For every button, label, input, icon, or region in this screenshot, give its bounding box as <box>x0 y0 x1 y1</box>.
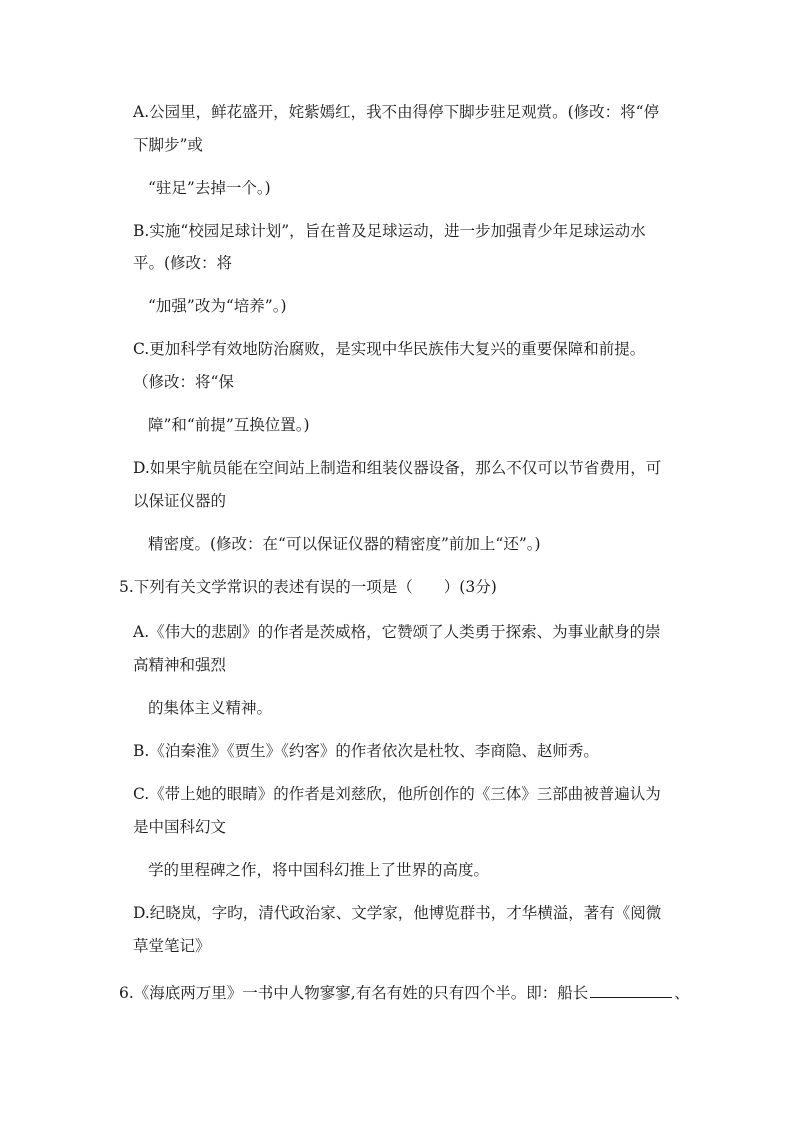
question-6-separator: 、 <box>674 984 690 1002</box>
q5-option-a-continuation: 的集体主义精神。 <box>148 699 273 717</box>
answer-blank[interactable] <box>590 983 672 998</box>
q4-option-b-line1: B.实施“校园足球计划”，旨在普及足球运动，进一步加强青少年足球运动水 <box>133 222 646 240</box>
q5-option-a-line2: 高精神和强烈 <box>133 656 227 674</box>
question-6-text: 6.《海底两万里》一书中人物寥寥,有名有姓的只有四个半。即：船长 <box>119 984 589 1002</box>
q5-option-b-line1: B.《泊秦淮》《贾生》《约客》的作者依次是杜牧、李商隐、赵师秀。 <box>133 742 599 760</box>
q4-option-a-continuation: “驻足”去掉一个。) <box>148 179 271 197</box>
q4-option-c-line1: C.更加科学有效地防治腐败，是实现中华民族伟大复兴的重要保障和前提。 <box>133 340 646 358</box>
q4-option-c-continuation: 障”和“前提”互换位置。) <box>148 416 310 434</box>
q4-option-b-continuation: “加强”改为“培养”。) <box>148 297 287 315</box>
q5-option-c-line2: 是中国科幻文 <box>133 818 227 836</box>
q4-option-c-line2: （修改：将“保 <box>133 373 234 391</box>
q4-option-d-continuation: 精密度。(修改：在“可以保证仪器的精密度”前加上“还”。) <box>148 535 541 553</box>
q4-option-a-line2: 下脚步”或 <box>133 136 203 154</box>
q5-option-c-continuation: 学的里程碑之作，将中国科幻推上了世界的高度。 <box>148 861 490 879</box>
q4-option-b-line2: 平。(修改：将 <box>133 254 233 272</box>
q4-option-d-line1: D.如果宇航员能在空间站上制造和组装仪器设备，那么不仅可以节省费用，可 <box>133 459 662 477</box>
q4-option-a-line1: A.公园里，鲜花盛开，姹紫嫣红，我不由得停下脚步驻足观赏。(修改：将“停 <box>133 103 660 121</box>
q5-option-d-line2: 草堂笔记》 <box>133 937 211 955</box>
question-6-stem <box>119 983 690 1003</box>
question-5-stem: 5.下列有关文学常识的表述有误的一项是（ ）(3分) <box>119 578 497 596</box>
q5-option-d-line1: D.纪晓岚，字昀，清代政治家、文学家，他博览群书，才华横溢，著有《阅微 <box>133 904 662 922</box>
q5-option-c-line1: C.《带上她的眼睛》的作者是刘慈欣，他所创作的《三体》三部曲被普遍认为 <box>133 785 661 803</box>
q5-option-a-line1: A.《伟大的悲剧》的作者是茨威格，它赞颂了人类勇于探索、为事业献身的崇 <box>133 623 661 641</box>
q4-option-d-line2: 以保证仪器的 <box>133 492 227 510</box>
